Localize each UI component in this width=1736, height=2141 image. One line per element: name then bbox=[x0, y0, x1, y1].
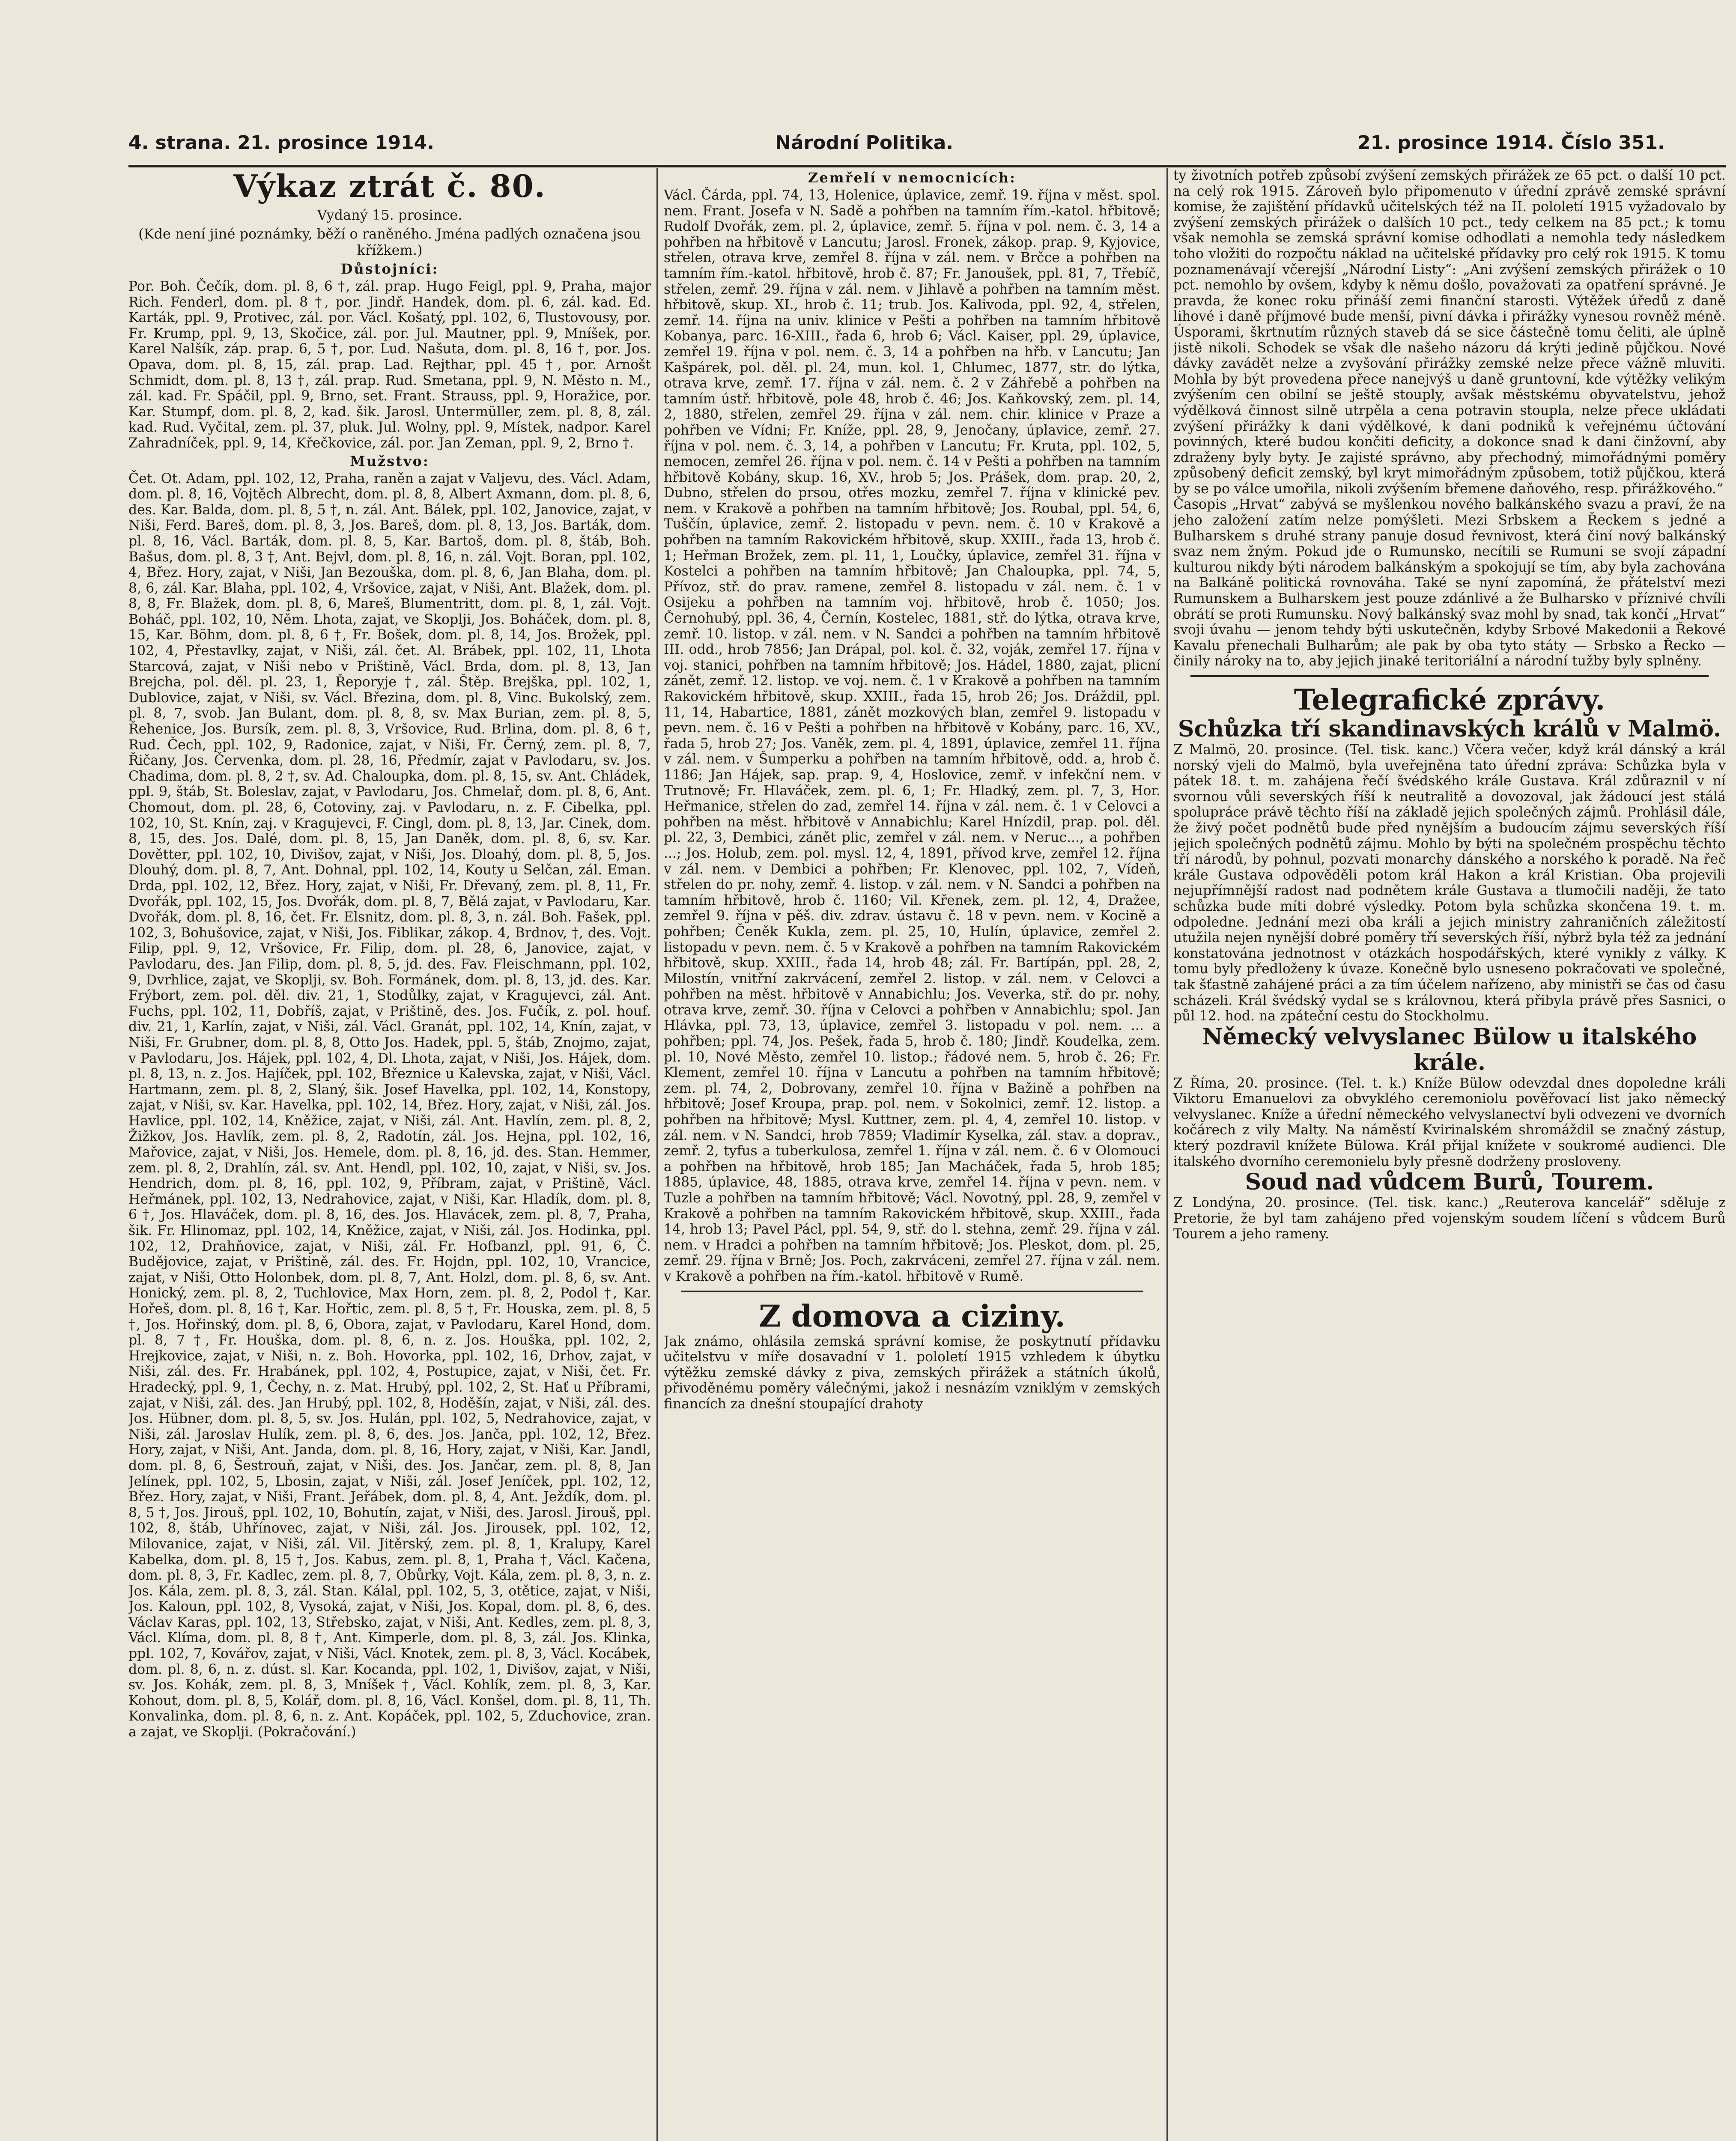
header-center: Národní Politika. bbox=[775, 132, 954, 154]
hospital-deaths-list: Václ. Čárda, ppl. 74, 13, Holenice, úplavice, zemř. 19. října v měst. spol. nem. Frant. Josefa v N. Sadě a pohřben na tamním řím.-katol. hřbitově; Rudolf Dvořák, zem. pl. 2, úplavice, zemř. 5. října v pol. nem. č. 3, 14 a pohřben na hřbitově v Lancutu; Jarosl. Fronek, zákop. prap. 9, Kyjovice, střelen, otrava krve, zemřel 8. října v zál. nem. v Brčce a pohřben na tamním řím.-katol. hřbitově, hrob č. 87; Fr. Janoušek, ppl. 81, 7, Třebíč, střelen, zemř. 29. října v zál. nem. v Jihlavě a pohřben na tamním měst. hřbitově, skup. XI., hrob č. 11; trub. Jos. Kalivoda, ppl. 92, 4, střelen, zemř. 14. října na univ. klinice v Pešti a pohřben na tamním hřbitově Kobanya, parc. 16-XIII., řada 6, hrob 6; Václ. Kaiser, ppl. 29, úplavice, zemřel 19. října v pol. nem. č. 3, 14 a pohřben na hřb. v Lancutu; Jan Kašpárek, pol. děl. pl. 24, mun. kol. 1, Chlumec, 1877, str. do lýtka, otrava krve, zemř. 17. října v zál. nem. č. 2 v Záhřebě a pohřben na tamním ústř. hřbitově, pole 48, hrob č. 46; Jos. Kaňkovský, zem. pl. 14, 2, 1880, střelen, zemřel 29. října v zál. nem. chir. klinice v Praze a pohřben ve Vídni; Fr. Kníže, ppl. 28, 9, Jenočany, úplavice, zemř. 27. října v pol. nem. č. 3, 14, a pohřben v Lancutu; Fr. Kruta, ppl. 102, 5, nemocen, zemřel 26. října v pol. nem. č. 14 v Pešti a pohřben na tamním hřbitově Kobány, skup. 16, XV., hrob 5; Jos. Prášek, dom. prap. 20, 2, Dubno, střelen do prsou, otřes mozku, zemřel 7. října v klinické pev. nem. v Krakově a pohřben na tamním hřbitově; Jos. Roubal, ppl. 54, 6, Tuščín, úplavice, zemř. 2. listopadu v pevn. nem. č. 10 v Krakově a pohřben na tamním Rakovickém hřbitově, skup. XXIII., řada 13, hrob č. 1; Heřman Brožek, zem. pl. 11, 1, Loučky, úplavice, zemřel 31. října v Kostelci a pohřben na tamním hřbitově; Jan Chaloupka, ppl. 74, 5, Přívoz, stř. do prav. ramene, zemřel 8. listopadu v zál. nem. č. 1 v Osijeku a pohřben na tamním voj. hřbitově, hrob č. 1050; Jos. Černohubý, ppl. 36, 4, Černín, Kostelec, 1881, stř. do lýtka, otrava krve, zemř. 10. listop. v zál. nem. v N. Sandci a pohřben na tamním hřbitově III. odd., hrob 7856; Jan Drápal, pol. kol. č. 32, voják, zemřel 17. října v voj. stanici, pohřben na tamním hřbitově; Jos. Hádel, 1880, zajat, plicní zánět, zemř. 12. listop. ve voj. nem. č. 1 v Krakově a pohřben na tamním Rakovickém hřbitově, skup. XXIII., řada 15, hrob 26; Jos. Dráždil, ppl. 11, 14, Habartice, 1881, zánět mozkových blan, zemřel 9. listopadu v pevn. nem. č. 16 v Pešti a pohřben na hřbitově v Kobány, parc. 16, XV., řada 5, hrob 27; Jos. Vaněk, zem. pl. 4, 1891, úplavice, zemřel 11. října v zál. nem. v Šumperku a pohřben na tamním hřbitově, odd. a, hrob č. 1186; Jan Hájek, sap. prap. 9, 4, Hoslovice, zemř. v infekční nem. v Trutnově; Fr. Hlaváček, zem. pl. 6, 1; Fr. Hladký, zem. pl. 7, 3, Hor. Heřmanice, střelen do zad, zemřel 14. října v zál. nem. č. 1 v Celovci a pohřben na měst. hřbitově v Annabichlu; Karel Hnízdil, prap. pol. děl. pl. 22, 3, Dembici, zánět plic, zemřel v zál. nem. v Neruc..., a pohřben ...; Jos. Holub, zem. pol. mysl. 12, 4, 1891, přívod krve, zemřel 12. října v zál. nem. v Dembici a pohřben; Fr. Klenovec, ppl. 102, 7, Vídeň, střelen do pr. nohy, zemř. 4. listop. v zál. nem. v N. Sandci a pohřben na tamním hřbitově, hrob č. 1160; Vil. Křenek, zem. pl. 12, 4, Dražee, zemřel 9. října v pěš. div. zdrav. ústavu č. 18 v pevn. nem. v Kocině a pohřben; Čeněk Kukla, zem. pl. 25, 10, Hulín, úplavice, zemřel 2. listopadu v pevn. nem. č. 5 v Krakově a pohřben na tamním Rakovickém hřbitově, skup. XXIII., řada 14, hrob 48; zál. Fr. Bartípán, ppl. 28, 2, Milostín, vnitřní zakrvácení, zemřel 2. listop. v zál. nem. v Celovci a pohřben na měst. hřbitově v Annabichlu; Jos. Veverka, stř. do pr. nohy, otrava krve, zemř. 30. října v Celovci a pohřben v Annabichlu; spol. Jan Hlávka, ppl. 73, 13, úplavice, zemřel 3. listopadu v pol. nem. ... a pohřben; ppl. 74, Jos. Pešek, řada 5, hrob č. 180; Jindř. Koudelka, zem. pl. 10, Nové Město, zemřel 10. listop.; řádové nem. 5, hrob č. 26; Fr. Klement, zemřel 10. října v Lancutu a pohřben na tamním hřbitově; zem. pl. 74, 2, Dobrovany, zemřel 10. října v Bažině a pohřben na hřbitově; Josef Kroupa, prap. pol. nem. v Sokolnici, zemř. 12. listop. a pohřben na hřbitově; Mysl. Kuttner, zem. pl. 4, 4, zemřel 10. listop. v zál. nem. v N. Sandci, hrob 7859; Vladimír Kyselka, zál. stav. a doprav., zemř. 2, tyfus a tuberkulosa, zemřel 1. října v zál. nem. č. 6 v Olomouci a pohřben na hřbitově, hrob 185; Jan Macháček, řada 5, hrob 185; 1885, úplavice, 48, 1885, otrava krve, zemřel 14. října v pevn. nem. v Tuzle a pohřben na tamním hřbitově; Václ. Novotný, ppl. 28, 9, zemřel v Krakově a pohřben na tamním Rakovickém hřbitově, skup. XXIII., řada 14, hrob 13; Pavel Pácl, ppl. 54, 9, stř. do l. stehna, zemř. 29. října v zál. nem. v Hradci a pohřben na tamním hřbitově; Jos. Pleskot, dom. pl. 25, zemř. 29. října v Brně; Jos. Poch, zakrváceni, zemřel 27. října v zál. nem. v Krakově a pohřben na řím.-katol. hřbitově v Rumě. bbox=[664, 188, 1160, 1284]
section-rule bbox=[1190, 675, 1709, 677]
malmo-headline: Schůzka tří skandinavských králů v Malmö. bbox=[1178, 716, 1721, 742]
column-2 bbox=[664, 168, 1160, 2141]
column-3 bbox=[1173, 168, 1726, 2141]
issued-line: Vydaný 15. prosince. bbox=[317, 207, 462, 223]
balkan-league-text: Časopis „Hrvat“ zabývá se myšlenkou nového balkánského svazu a praví, že na jeho založení zatím nelze pomýšleti. Mezi Srbskem a Řeckem s jedné a Bulharskem s druhé strany panuje dosud řevnivost, která činí nový balkánský svaz nem žným. Pokud jde o Rumunsko, necítili se Rumuni se svojí západní kulturou nikdy býti národem balkánským a spokojují se tím, aby byla zachována na Balkáně politická rovnováha. Také se nyní zapomíná, že přátelství mezi Rumunskem a Bulharskem jest pouze zdánlivé a že Bulharsko v příznivé chvíli obrátí se proti Rumunsku. Nový balkánský svaz mohl by snad, tak končí „Hrvat“ svoji úvahu — jenom tehdy býti uskutečněn, kdyby Srbové Makedonii a Řekové Kavalu přenechali Bulharům; ale pak by oba tyto státy — Srbsko a Řecko — činily nároky na to, aby jejich jinaké teritoriální a národní tužby byly splněny. bbox=[1173, 497, 1726, 669]
hospital-deaths-heading: Zemřelí v nemocnicích: bbox=[808, 170, 1016, 186]
boer-trial-headline: Soud nad vůdcem Burů, Tourem. bbox=[1245, 1169, 1654, 1196]
soldiers-list: Čet. Ot. Adam, ppl. 102, 12, Praha, raněn a zajat v Valjevu, des. Václ. Adam, dom. pl. 8, 16, Vojtěch Albrecht, dom. pl. 8, 8, Albert Axmann, dom. pl. 8, 6, des. Kar. Balda, dom. pl. 8, 5 †, n. zál. Ant. Bálek, ppl. 102, Janovice, zajat, v Niši, Ferd. Bareš, dom. pl. 8, 3, Jos. Bareš, dom. pl. 8, 13, Jos. Barták, dom. pl. 8, 16, Václ. Barták, dom. pl. 8, 5, Kar. Bartoš, dom. pl. 8, štáb, Boh. Bašus, dom. pl. 8, 3 †, Ant. Bejvl, dom. pl. 8, 16, n. zál. Vojt. Boran, ppl. 102, 4, Břez. Hory, zajat, v Niši, Jan Bezouška, dom. pl. 8, 6, Jan Blaha, dom. pl. 8, 6, zál. Kar. Blaha, ppl. 102, 4, Vršovice, zajat, v Niši, Ant. Blažek, dom. pl. 8, 8, Fr. Blažek, dom. pl. 8, 6, Mareš, Blumentritt, dom. pl. 8, 1, zál. Vojt. Boháč, ppl. 102, 10, Něm. Lhota, zajat, ve Skoplji, Jos. Boháček, dom. pl. 8, 15, Kar. Böhm, dom. pl. 8, 6 †, Fr. Bošek, dom. pl. 8, 14, Jos. Brožek, ppl. 102, 4, Přestavlky, zajat, v Niši, zál. čet. Al. Brábek, ppl. 102, 11, Lhota Starcová, zajat, v Niši nebo v Prištině, Václ. Brda, dom. pl. 8, 13, Jan Brejcha, pol. děl. pl. 23, 1, Řeporyje †, zál. Štěp. Brejška, ppl. 102, 1, Dublovice, zajat, v Niši, sv. Václ. Březina, dom. pl. 8, Vinc. Bukolský, zem. pl. 8, 7, svob. Jan Bulant, dom. pl. 8, 8, sv. Max Burian, zem. pl. 8, 5, Řehenice, Jos. Bursík, zem. pl. 8, 3, Vršovice, Rud. Brlina, dom. pl. 8, 6 †, Rud. Čech, ppl. 102, 9, Radonice, zajat, v Niši, Fr. Černý, zem. pl. 8, 7, Řičany, Jos. Červenka, dom. pl. 28, 16, Předmír, zajat v Pavlodaru, sv. Jos. Chadima, dom. pl. 8, 2 †, sv. Ad. Chaloupka, dom. pl. 8, 15, sv. Ant. Chládek, ppl. 9, štáb, St. Boleslav, zajat, v Pavlodaru, Jos. Chmelař, dom. pl. 8, 6, Ant. Chomout, dom. pl. 28, 6, Cotoviny, zaj. v Pavlodaru, n. z. F. Cibelka, ppl. 102, 10, St. Knín, zaj. v Kragujevci, F. Cingl, dom. pl. 8, 13, Jar. Cinek, dom. 8, 15, des. Jos. Dalé, dom. pl. 8, 15, Jan Daněk, dom. pl. 8, 6, sv. Kar. Dovětter, ppl. 102, 10, Divišov, zajat, v Niši, Jos. Dloahý, dom. pl. 8, 5, Jos. Dlouhý, dom. pl. 8, 7, Ant. Dohnal, ppl. 102, 14, Kouty u Selčan, zál. Eman. Drda, ppl. 102, 12, Břez. Hory, zajat, v Niši, Fr. Dřevaný, zem. pl. 8, 11, Fr. Dvořák, ppl. 102, 15, Jos. Dvořák, dom. pl. 8, 7, Bělá zajat, v Pavlodaru, Kar. Dvořák, dom. pl. 8, 16, čet. Fr. Elsnitz, dom. pl. 8, 3, n. zál. Boh. Fašek, ppl. 102, 3, Bohušovice, zajat, v Niši, Jos. Fiblikar, zákop. 4, Brdnov, †, des. Vojt. Filip, ppl. 9, 12, Vršovice, Fr. Filip, dom. pl. 28, 6, Janovice, zajat, v Pavlodaru, des. Jan Filip, dom. pl. 8, 5, jd. des. Fav. Fleischmann, ppl. 102, 9, Dvrhlice, zajat, ve Skoplji, sv. Boh. Formánek, dom. pl. 8, 13, jd. des. Kar. Frýbort, zem. pol. děl. div. 21, 1, Stodůlky, zajat, v Kragujevci, zál. Ant. Fuchs, ppl. 102, 11, Dobříš, zajat, v Prištině, des. Jos. Fučík, z. pol. houf. div. 21, 1, Karlín, zajat, v Niši, zál. Václ. Granát, ppl. 102, 14, Knín, zajat, v Niši, Fr. Grubner, dom. pl. 8, 8, Otto Jos. Hadek, ppl. 5, štáb, Znojmo, zajat, v Pavlodaru, Jos. Hájek, ppl. 102, 4, Dl. Lhota, zajat, v Niši, Jos. Hájek, dom. pl. 8, 13, n. z. Jos. Hajíček, ppl. 102, Březnice u Kalevska, zajat, v Niši, Václ. Hartmann, zem. pl. 8, 2, Slaný, šik. Josef Havelka, ppl. 102, 14, Konstopy, zajat, v Niši, sv. Kar. Havelka, ppl. 102, 14, Břez. Hory, zajat, v Niši, zál. Jos. Havlice, ppl. 102, 14, Kněžice, zajat, v Niši, zál. Ant. Havlín, zem. pl. 8, 2, Žižkov, Jos. Havlík, zem. pl. 8, 2, Radotín, zál. Jos. Hejna, ppl. 102, 16, Mařovice, zajat, v Niši, Jos. Hemele, dom. pl. 8, 16, jd. des. Stan. Hemmer, zem. pl. 8, 2, Drahlín, zál. sv. Ant. Hendl, ppl. 102, 10, zajat, v Niši, sv. Jos. Hendrich, dom. pl. 8, 16, ppl. 102, 9, Příbram, zajat, v Prištině, Václ. Heřmánek, ppl. 102, 13, Nedrahovice, zajat, v Niši, Kar. Hladík, dom. pl. 8, 6 †, Jos. Hlaváček, dom. pl. 8, 16, des. Jos. Hlavácek, zem. pl. 8, 7, Praha, šik. Fr. Hlinomaz, ppl. 102, 14, Kněžice, zajat, v Niši, zál. Jos. Hodinka, ppl. 102, 12, Drahňovice, zajat, v Niši, zál. Fr. Hofbanzl, ppl. 91, 6, Č. Budějovice, zajat, v Prištině, zál. des. Fr. Hojdn, ppl. 102, 10, Vrancice, zajat, v Niši, Otto Holonbek, dom. pl. 8, 7, Ant. Holzl, dom. pl. 8, 6, sv. Ant. Honický, zem. pl. 8, 2, Tuchlovice, Max Horn, zem. pl. 8, 2, Podol †, Kar. Hořeš, dom. pl. 8, 16 †, Kar. Hořtic, zem. pl. 8, 5 †, Fr. Houska, zem. pl. 8, 5 †, Jos. Hořinský, dom. pl. 8, 6, Obora, zajat, v Pavlodaru, Karel Hond, dom. pl. 8, 7 †, Fr. Houška, dom. pl. 8, 6, n. z. Jos. Houška, ppl. 102, 2, Hrejkovice, zajat, v Niši, n. z. Boh. Hovorka, ppl. 102, 16, Drhov, zajat, v Niši, zál. des. Fr. Hrabánek, ppl. 102, 4, Postupice, zajat, v Niši, čet. Fr. Hradecký, ppl. 9, 1, Čechy, n. z. Mat. Hrubý, ppl. 102, 2, St. Hať u Příbrami, zajat, v Niši, zál. des. Jan Hrubý, ppl. 102, 8, Hoděšín, zajat, v Niši, zál. des. Jos. Hübner, dom. pl. 8, 5, sv. Jos. Hulán, ppl. 102, 5, Nedrahovice, zajat, v Niši, zál. Jaroslav Hulík, zem. pl. 8, 6, des. Jos. Janča, ppl. 102, 12, Břez. Hory, zajat, v Niši, Ant. Janda, dom. pl. 8, 16, Hory, zajat, v Niši, Kar. Jandl, dom. pl. 8, 6, Šestrouň, zajat, v Niši, des. Jos. Jančar, zem. pl. 8, 8, Jan Jelínek, ppl. 102, 5, Lbosin, zajat, v Niši, zál. Josef Jeníček, ppl. 102, 12, Břez. Hory, zajat, v Niši, Frant. Jeřábek, dom. pl. 8, 4, Ant. Ježdík, dom. pl. 8, 5 †, Jos. Jirouš, ppl. 102, 10, Bohutín, zajat, v Niši, des. Jarosl. Jirouš, ppl. 102, 8, štáb, Uhřínovec, zajat, v Niši, zál. Jos. Jirousek, ppl. 102, 12, Milovanice, zajat, v Niši, zál. Vil. Jitěrský, zem. pl. 8, 1, Kralupy, Karel Kabelka, dom. pl. 8, 15 †, Jos. Kabus, zem. pl. 8, 1, Praha †, Václ. Kačena, dom. pl. 8, 3, Fr. Kadlec, zem. pl. 8, 7, Obůrky, Vojt. Kála, zem. pl. 8, 3, n. z. Jos. Kála, zem. pl. 8, 3, zál. Stan. Kálal, ppl. 102, 5, 3, otětice, zajat, v Niši, Jos. Kaloun, ppl. 102, 8, Vysoká, zajat, v Niši, Jos. Kopal, dom. pl. 8, 6, des. Václav Karas, ppl. 102, 13, Střebsko, zajat, v Niši, Ant. Kedles, zem. pl. 8, 3, Václ. Klíma, dom. pl. 8, 8 †, Ant. Kimperle, dom. pl. 8, 3, zál. Jos. Klinka, ppl. 102, 7, Kovářov, zajat, v Niši, Václ. Knotek, zem. pl. 8, 3, Václ. Kocábek, dom. pl. 8, 6, n. z. dúst. sl. Kar. Kocanda, ppl. 102, 1, Divišov, zajat, v Niši, sv. Jos. Kohák, zem. pl. 8, 3, Mníšek †, Václ. Kohlík, zem. pl. 8, 3, Kar. Kohout, dom. pl. 8, 5, Kolář, dom. pl. 8, 16, Václ. Konšel, dom. pl. 8, 11, Th. Konvalinka, dom. pl. 8, 6, n. z. Ant. Kopáček, ppl. 102, 5, Zduchovice, zran. a zajat, ve Skoplji. (Pokračování.) bbox=[128, 471, 651, 1740]
header-rule bbox=[128, 165, 1726, 167]
column-divider bbox=[656, 168, 658, 2141]
column-1 bbox=[128, 168, 651, 2141]
header-left: 4. strana. 21. prosince 1914. bbox=[128, 132, 435, 154]
column-divider bbox=[1166, 168, 1168, 2141]
loss-report-title: Výkaz ztrát č. 80. bbox=[233, 168, 546, 204]
officers-heading: Důstojníci: bbox=[340, 261, 439, 277]
soldiers-heading: Mužstvo: bbox=[350, 453, 430, 469]
header-right: 21. prosince 1914. Číslo 351. bbox=[1357, 132, 1665, 154]
malmo-text: Z Malmö, 20. prosince. (Tel. tisk. kanc.) Včera večer, když král dánský a král norský vjeli do Malmö, byla uveřejněna tato úřední zpráva: Schůzka byla v pátek 18. t. m. zahájena řečí švédského krále Gustava. Král zdůraznil v ní svornou vůli severských říší k neutralitě a dovozoval, jak žádoucí jest stálá spolupráce právě těchto říší na základě jejich společných zájmů. Prohlásil dále, že živý počet podnětů bude před nynějším a budoucím zájmu severských říší jejich společných podnětů zájmu. Mohlo by býti na společném prospěchu těchto tří národů, by pohnul, pozvati monarchy dánského a norského k poradě. Na řeč krále Gustava odpověděli potom král Hakon a král Kristian. Oba projevili nejupřímnější radost nad podnětem krále Gustava a tlumočili naději, že tato schůzka bude míti dobré výsledky. Potom byla schůzka skončena 19. t. m. odpoledne. Jednání mezi oba králi a jejich ministry zahraničních záležitostí utužila nejen nynější dobré poměry tří severských říší, nýbrž byla též za jednání konstatována jednotnost v otázkách hospodářských, které vynikly z války. K tomu byly předloženy k úvaze. Konečně bylo usneseno pokračovati ve společné, tak šťastně zahájené práci a za tím účelem nařízeno, aby ministři se čas od času scházeli. Král švédský vydal se s královnou, která přibyla právě přes Sasnici, o půl 12. hod. na zpáteční cestu do Stockholmu. bbox=[1173, 742, 1726, 1024]
home-abroad-heading: Z domova a ciziny. bbox=[759, 1298, 1065, 1334]
boer-trial-text: Z Londýna, 20. prosince. (Tel. tisk. kanc.) „Reuterova kancelář“ sděluje z Pretorie, že byl tam zahájeno před vojenským soudem líčení s vůdcem Burů Tourem a jeho rameny. bbox=[1173, 1195, 1726, 1242]
home-abroad-text: Jak známo, ohlásila zemská správní komise, že poskytnutí přídavku učitelstvu v míře dosavadní v 1. pololetí 1915 vzhledem k úbytku výtěžku zemské dávky z piva, zemských přirážek a státních úkolů, přivoděnému poměry válečnými, jakož i nesnázím vzniklým v zemských financích za dnešní stoupající drahoty bbox=[664, 1333, 1160, 1412]
teacher-allowance-text: ty životních potřeb způsobí zvýšení zemských přirážek ze 65 pct. o další 10 pct. na celý rok 1915. Zároveň bylo připomenuto v úřední zprávě zemské správní komise, že zajištění přídavků učitelských též na II. pololetí 1915 vyžadovalo by zvýšení zemských přirážek o dalších 10 pct., tedy celkem na 85 pct.; k tomu však nemohla se zemská správní komise odhodlati a nemohla tedy následkem toho vložiti do rozpočtu náklad na učitelské přídavky pro celý rok 1915. K tomu poznamenávají včerejší „Národní Listy“: „Ani zvýšení zemských přirážek o 10 pct. nemohlo by ovšem, kdyby k němu došlo, považovati za opatření správné. Je pravda, že konec roku přináší zemi finanční starosti. Výtěžek úředů z daně lihové i daně příjmové bude menší, pivní dávka i přirážky vynesou rovněž méně. Úsporami, škrtnutím různých staveb dá se sice částečně tomu čeliti, ale úplně jistě nikoli. Schodek se však dle našeho názoru dá krýti jedině půjčkou. Nové dávky zavádět nelze a zvyšování přirážky zemské nelze přece vážně mluviti. Mohla by být provedena přece nanejvýš u daně gruntovní, kde výtěžky velikým zvýšením cen obilní se ještě stouply, avšak městskému obyvatelstvu, jehož výdělková činnost silně utrpěla a cena potravin stoupla, nelze přece ukládati zvýšení přirážky k dani výdělkové, k dani podniků k veřejnému účtování povinných, které budou končiti deficity, a dokonce snad k dani činžovní, aby zdraženy byly byty. Je zajisté správno, aby přechodný, mimořádnými poměry způsobený deficit zemský, byl kryt mimořádným způsobem, totiž půjčkou, která by se po válce umořila, nikoli zvýšením břemene daňového, resp. přirážkového.“ bbox=[1173, 168, 1726, 497]
section-rule bbox=[681, 1291, 1143, 1292]
page-header bbox=[128, 128, 1713, 158]
bulow-text: Z Říma, 20. prosince. (Tel. t. k.) Kníže Bülow odevzdal dnes dopoledne králi Viktoru Emanuelovi za obvyklého ceremoniolu pověřovací list jako německý velvyslanec. Kníže a úřední německého velvyslanectví byli odvezeni ve dvorních kočárech z vily Malty. Na náměstí Kvirinalském shromáždil se značný zástup, který pozdravil knížete Bülowa. Král přijal knížete v soukromé audienci. Dle italského dvorního ceremonielu byly přesně dodrženy prosloveny. bbox=[1173, 1075, 1726, 1169]
bulow-headline: Německý velvyslanec Bülow u italského krále. bbox=[1202, 1023, 1697, 1076]
legend-note: (Kde není jiné poznámky, běží o raněného. Jména padlých označena jsou křížkem.) bbox=[138, 226, 641, 258]
officers-list: Por. Boh. Čečík, dom. pl. 8, 6 †, zál. prap. Hugo Feigl, ppl. 9, Praha, major Rich. Fenderl, dom. pl. 8 †, por. Jindř. Handek, dom. pl. 6, zál. kad. Ed. Karták, ppl. 9, Protivec, zál. por. Václ. Košatý, ppl. 102, 6, Tlustovousy, por. Fr. Krump, ppl. 9, 13, Skočice, zál. por. Jul. Mautner, ppl. 9, Mníšek, por. Karel Nalšík, záp. prap. 6, 5 †, por. Lud. Našuta, dom. pl. 8, 16 †, por. Jos. Opava, dom. pl. 8, 15, zál. prap. Lad. Rejthar, ppl. 45 †, por. Arnošt Schmidt, dom. pl. 8, 13 †, zál. prap. Rud. Smetana, ppl. 9, N. Město n. M., zál. kad. Fr. Spáčil, ppl. 9, Brno, set. Frant. Strauss, ppl. 9, Horažice, por. Kar. Stumpf, dom. pl. 8, 2, kad. šik. Jarosl. Untermüller, zem. pl. 8, 8, zál. kad. Rud. Vyčital, zem. pl. 37, pluk. Jul. Wolny, ppl. 9, Místek, nadpor. Karel Zahradníček, ppl. 9, 14, Křečkovice, zál. por. Jan Zeman, ppl. 9, 2, Brno †. bbox=[128, 279, 651, 451]
telegraph-heading: Telegrafické zprávy. bbox=[1294, 683, 1605, 716]
